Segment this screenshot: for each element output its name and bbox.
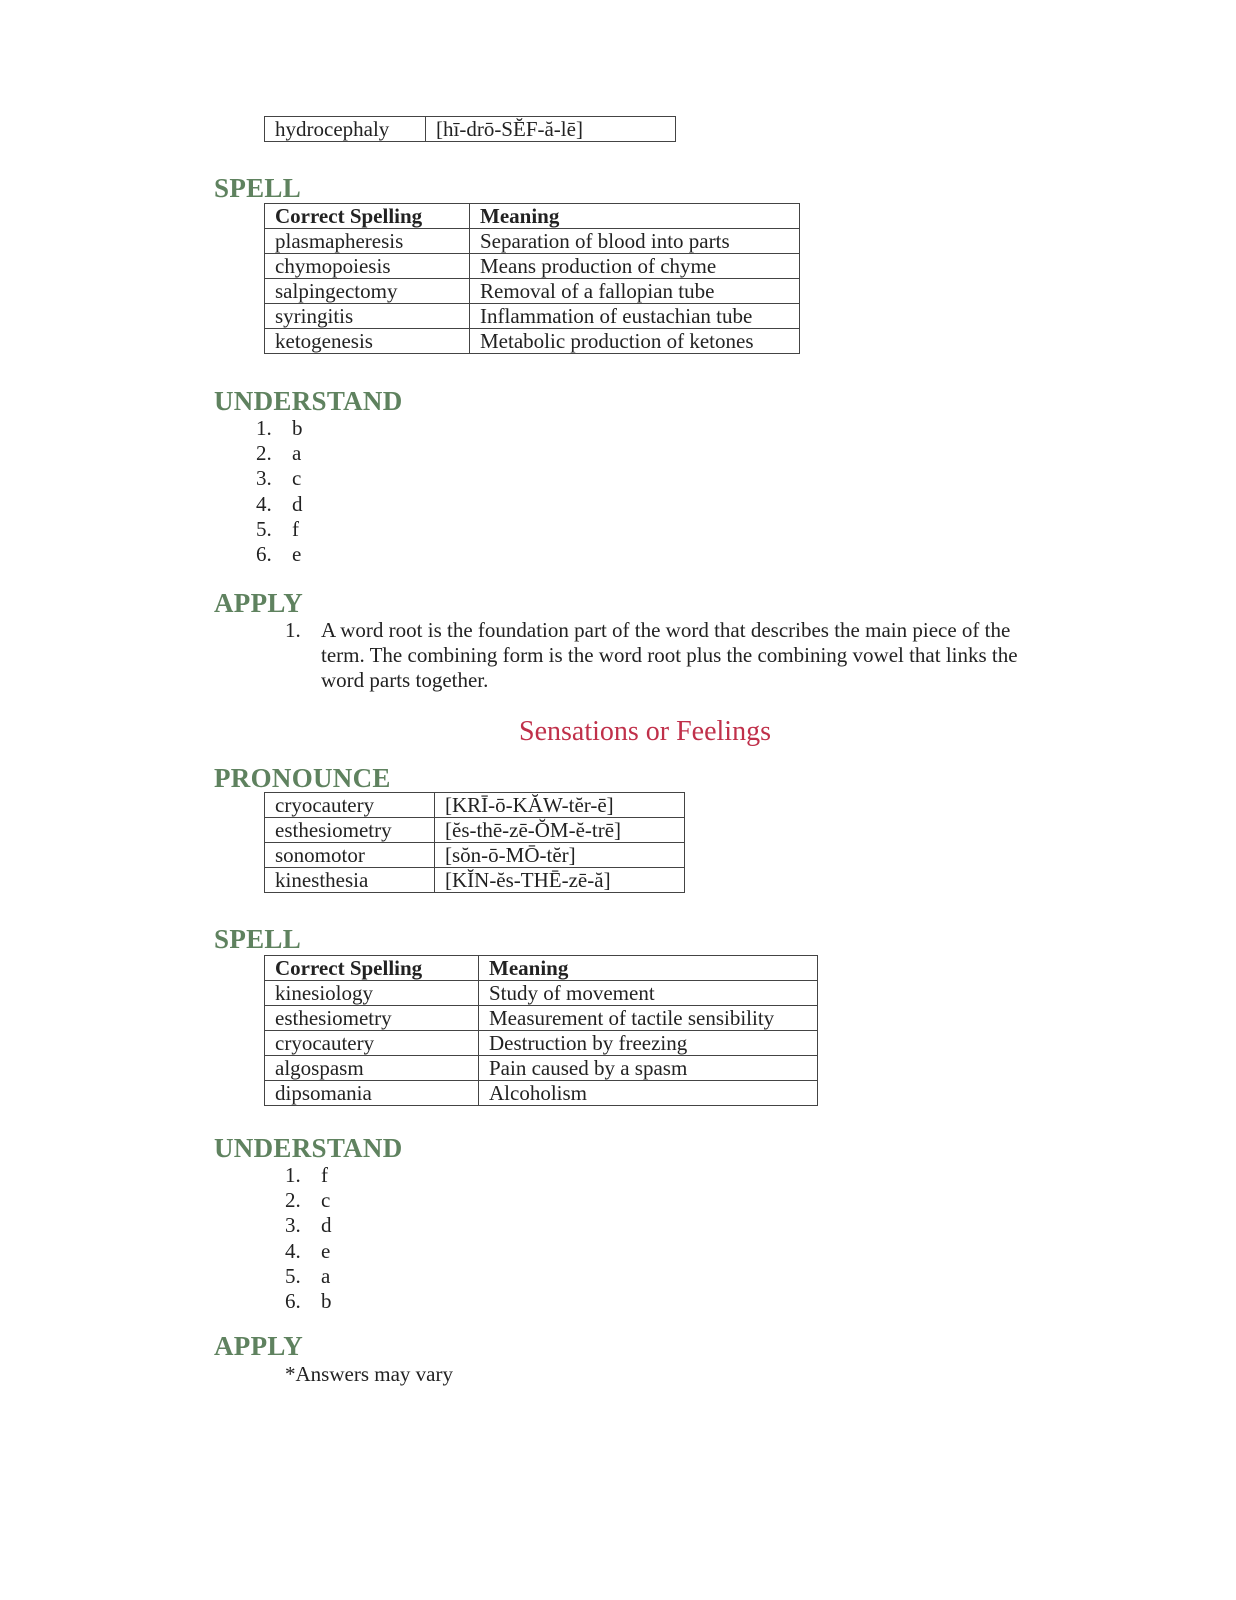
term-cell: sonomotor (265, 843, 435, 868)
spelling-cell: salpingectomy (265, 279, 470, 304)
list-item: 3. d (285, 1213, 332, 1238)
list-item: 5. a (285, 1263, 331, 1288)
table-header-row (265, 956, 818, 981)
table-row (265, 117, 676, 142)
meaning-cell: Measurement of tactile sensibility (479, 1006, 818, 1031)
understand-heading: UNDERSTAND (214, 1133, 403, 1163)
spelling-cell: kinesiology (265, 981, 479, 1006)
spelling-cell: dipsomania (265, 1081, 479, 1106)
table-row (265, 793, 685, 818)
column-header-spelling: Correct Spelling (265, 204, 470, 229)
meaning-cell: Destruction by freezing (479, 1031, 818, 1056)
list-item: 6. b (285, 1288, 332, 1313)
list-item: 3. c (256, 466, 302, 491)
table-row (265, 1081, 818, 1106)
spelling-cell: plasmapheresis (265, 229, 470, 254)
apply-item-number: 1. (285, 618, 301, 642)
list-item: 2. a (256, 441, 302, 466)
list-item: 6. e (256, 541, 302, 566)
meaning-cell: Separation of blood into parts (470, 229, 800, 254)
spell-table (264, 203, 800, 354)
column-header-meaning: Meaning (470, 204, 800, 229)
understand-answer-list (256, 416, 303, 567)
list-item: 1. b (256, 416, 303, 440)
list-item: 5. f (256, 516, 299, 541)
meaning-cell: Inflammation of eustachian tube (470, 304, 800, 329)
meaning-cell: Metabolic production of ketones (470, 329, 800, 354)
apply-heading: APPLY (214, 1331, 304, 1361)
understand-heading: UNDERSTAND (214, 386, 403, 416)
section-title: Sensations or Feelings (519, 716, 771, 747)
spelling-cell: cryocautery (265, 1031, 479, 1056)
table-row (265, 254, 800, 279)
spell-table (264, 955, 818, 1106)
apply-answer-text: *Answers may vary (285, 1362, 453, 1386)
spelling-cell: esthesiometry (265, 1006, 479, 1031)
table-header-row (265, 204, 800, 229)
meaning-cell: Alcoholism (479, 1081, 818, 1106)
apply-answer-text: A word root is the foundation part of the word that describes the main piece of the term. The combining form is the word root plus the combining vowel that links the word parts together. (321, 618, 1018, 692)
understand-answer-list (285, 1163, 332, 1314)
term-cell: hydrocephaly (265, 117, 426, 142)
spelling-cell: syringitis (265, 304, 470, 329)
list-item: 2. c (285, 1188, 331, 1213)
pronounce-table-continued (264, 116, 676, 142)
spelling-cell: algospasm (265, 1056, 479, 1081)
pronounce-table (264, 792, 685, 893)
apply-heading: APPLY (214, 588, 304, 618)
column-header-meaning: Meaning (479, 956, 818, 981)
term-cell: esthesiometry (265, 818, 435, 843)
table-row (265, 279, 800, 304)
list-item: 1. f (285, 1163, 328, 1187)
table-row (265, 1031, 818, 1056)
table-row (265, 843, 685, 868)
pronounce-heading: PRONOUNCE (214, 763, 391, 793)
pronunciation-cell: [sŏn-ō-MŌ-tĕr] (435, 843, 685, 868)
table-row (265, 868, 685, 893)
meaning-cell: Study of movement (479, 981, 818, 1006)
table-row (265, 981, 818, 1006)
pronunciation-cell: [ĕs-thē-zē-ŎM-ĕ-trē] (435, 818, 685, 843)
table-row (265, 329, 800, 354)
table-row (265, 1006, 818, 1031)
table-row (265, 1056, 818, 1081)
list-item: 4. e (285, 1238, 331, 1263)
pronunciation-cell: [KĬN-ĕs-THĒ-zē-ă] (435, 868, 685, 893)
term-cell: cryocautery (265, 793, 435, 818)
table-row (265, 818, 685, 843)
spell-heading: SPELL (214, 173, 302, 203)
meaning-cell: Removal of a fallopian tube (470, 279, 800, 304)
column-header-spelling: Correct Spelling (265, 956, 479, 981)
meaning-cell: Pain caused by a spasm (479, 1056, 818, 1081)
spelling-cell: ketogenesis (265, 329, 470, 354)
table-row (265, 304, 800, 329)
list-item: 4. d (256, 491, 303, 516)
pronunciation-cell: [KRĪ-ō-KĂW-tĕr-ē] (435, 793, 685, 818)
spell-heading: SPELL (214, 924, 302, 954)
spelling-cell: chymopoiesis (265, 254, 470, 279)
pronunciation-cell: [hī-drō-SĔF-ă-lē] (426, 117, 676, 142)
term-cell: kinesthesia (265, 868, 435, 893)
meaning-cell: Means production of chyme (470, 254, 800, 279)
table-row (265, 229, 800, 254)
